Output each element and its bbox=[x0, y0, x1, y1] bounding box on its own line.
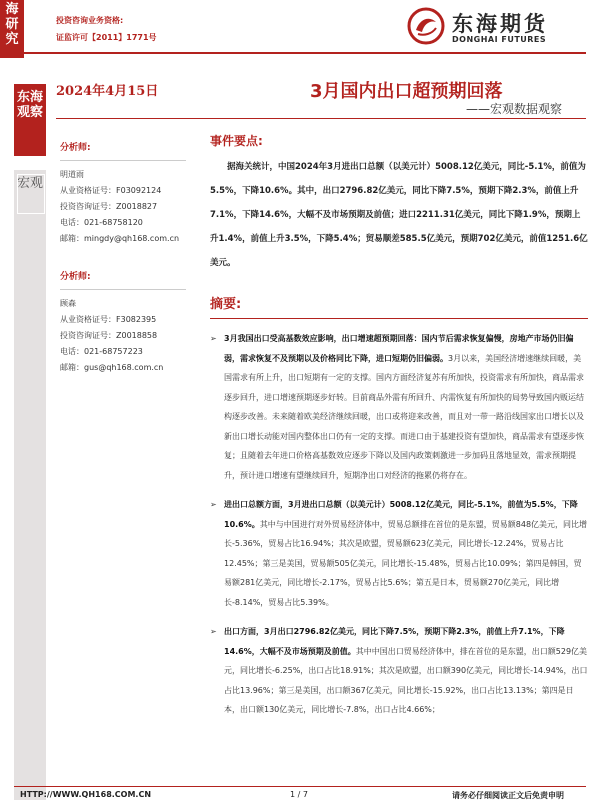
bullet-body: 3月以来，美国经济增速继续回暖，美国需求有所上升，出口短期有一定的支撑。国内方面经济复苏有所加快，投资需求有所加快，商品需求逐步回升，进口增速预期逐步好转。目前商品外需有所回升、内需恢复有所加快的局势导致国内贩运结构逐步改善。未来随着欧美经济继续回暖，出口或将迎来改善，而且对一带一路沿线国家出口增长以及新出口增长动能对国内整体出口仍有一定的支撑。而进口由于基建投资有望加快，商品需求有望逐步恢复；且随着去年进口价格高基数效应逐步下降以及国内政策刺激进一步加码且落地显效，需求预期提升，预计进口增速有望继续回升，短期净出口对经济的拖累仍将存在。 bbox=[224, 353, 584, 480]
bullet-arrow-icon: ➢ bbox=[210, 500, 217, 509]
analyst-email: 邮箱：gus@qh168.com.cn bbox=[60, 363, 164, 372]
footer-disclaimer: 请务必仔细阅读正文后免责申明 bbox=[452, 791, 564, 800]
license-line-1: 投资咨询业务资格: bbox=[56, 16, 124, 25]
footer-rule bbox=[14, 786, 586, 787]
logo-name: 东海期货 bbox=[452, 12, 548, 36]
bullet-lead: 3月我国出口受高基数效应影响，出口增速超预期回落：国内节后需求恢复偏慢，房地产市场仍旧偏弱，需求恢复不及预期以及价格同比下降，进口短期仍旧偏弱。 bbox=[224, 334, 574, 363]
bullet-arrow-icon: ➢ bbox=[210, 627, 217, 636]
header-rule bbox=[14, 52, 586, 54]
summary-bullet bbox=[210, 622, 588, 720]
bullet-lead: 出口方面，3月出口2796.82亿美元，同比下降7.5%，预期下降2.3%，前值上升7.1%，下降14.6%，大幅不及市场预期及前值。 bbox=[224, 627, 565, 656]
analyst-qualification: 从业资格证号：F03092124 bbox=[60, 186, 162, 195]
analyst-label: 分析师: bbox=[60, 272, 91, 282]
main-content bbox=[210, 132, 588, 720]
analyst-phone: 电话：021-68758120 bbox=[60, 218, 143, 227]
logo-emblem-icon bbox=[406, 6, 446, 46]
bullet-body: 其中中国出口贸易经济体中，排在首位的是东盟，出口额529亿美元，同比增长-6.25%，出口占比18.91%；其次是欧盟，出口额390亿美元，同比增长-14.94%，出口占比13.96%；第三是美国，出口额367亿美元，同比增长-15.92%，出口占比13.13%；第四是日本，出口额130亿美元，同比增长-7.8%，出口占比4.66%； bbox=[224, 646, 588, 714]
license-info bbox=[56, 12, 157, 46]
analyst-consult-id: 投资咨询证号：Z0018827 bbox=[60, 202, 158, 211]
bullet-body: 其中与中国进行对外贸易经济体中，贸易总额排在首位的是东盟，贸易额848亿美元，同比增长-5.36%，贸易占比16.94%；其次是欧盟，贸易额623亿美元，同比增长-12.24%，贸易占比12.45%；第三是美国，贸易额505亿美元，同比增长-15.48%，贸易占比10.09%；第四是韩国，贸易额281亿美元，同比增长-2.17%，贸易占比5.6%；第五是日本，贸易额270亿美元，同比增长-8.14%，贸易占比5.39%。 bbox=[224, 519, 588, 607]
analyst-name: 顾森 bbox=[60, 299, 76, 308]
key-points-title: 事件要点: bbox=[210, 134, 263, 148]
analyst-block bbox=[60, 269, 200, 376]
side-tab-research: 海研究 bbox=[0, 0, 24, 58]
logo-subtitle: DONGHAI FUTURES bbox=[452, 35, 547, 44]
analyst-panel bbox=[60, 140, 200, 376]
side-label-observation: 东海观察 bbox=[14, 84, 46, 156]
divider bbox=[60, 289, 186, 290]
bullet-arrow-icon: ➢ bbox=[210, 334, 217, 343]
analyst-label: 分析师: bbox=[60, 143, 91, 153]
donghai-logo bbox=[406, 6, 586, 48]
analyst-block bbox=[60, 140, 200, 247]
summary-bullet bbox=[210, 329, 588, 485]
footer-url[interactable]: HTTP://WWW.QH168.COM.CN bbox=[20, 790, 152, 799]
analyst-consult-id: 投资咨询证号：Z0018858 bbox=[60, 331, 158, 340]
summary-bullet bbox=[210, 495, 588, 612]
report-subtitle: ——宏观数据观察 bbox=[466, 102, 563, 116]
summary-title: 摘要: bbox=[210, 297, 242, 312]
divider bbox=[60, 160, 186, 161]
analyst-phone: 电话：021-68757223 bbox=[60, 347, 143, 356]
side-label-macro: 宏观 bbox=[14, 170, 46, 800]
analyst-qualification: 从业资格证号：F3082395 bbox=[60, 315, 157, 324]
analyst-name: 明道雨 bbox=[60, 170, 84, 179]
report-date: 2024年4月15日 bbox=[56, 84, 159, 99]
report-title: 3月国内出口超预期回落 bbox=[310, 81, 503, 102]
license-line-2: 证监许可【2011】1771号 bbox=[56, 33, 157, 42]
analyst-email: 邮箱：mingdy@qh168.com.cn bbox=[60, 234, 180, 243]
page-number: 1 / 7 bbox=[290, 790, 308, 799]
bullet-lead: 进出口总额方面，3月进出口总额（以美元计）5008.12亿美元，同比-5.1%，前值为5.5%，下降10.6%。 bbox=[224, 500, 578, 529]
key-points-text: 据海关统计，中国2024年3月进出口总额（以美元计）5008.12亿美元，同比-5.1%，前值为5.5%，下降10.6%。其中，出口2796.82亿美元，同比下降7.5%，预期下降2.3%，前值上升7.1%，下降14.6%，大幅不及市场预期及前值；进口2211.31亿美元，同比下降1.9%，预期上升1.4%，前值上升3.5%，下降5.4%；贸易顺差585.5亿美元，预期702亿美元，前值1251.6亿美元。 bbox=[210, 162, 588, 268]
summary-rule bbox=[210, 318, 588, 319]
title-rule bbox=[56, 118, 586, 119]
